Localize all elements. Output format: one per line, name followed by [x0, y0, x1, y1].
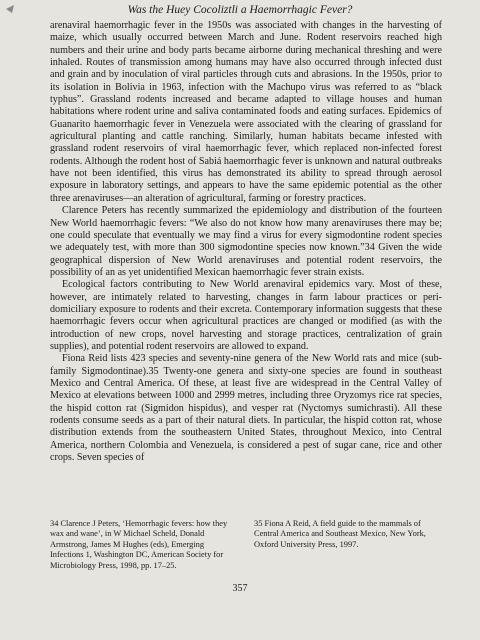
paragraph: Clarence Peters has recently summarized the epidemiology and distribution of the fourteen New World haemorrhagic fevers: “We also do not know how many arenaviruses there may be; one could speculate that eventually we may find a virus for every sigmodontine rodent species we adequately test, with more than 300 sigmodontine species now known.”34 Given the wide geographical dispersion of New World arenaviruses and potential rodent reservoirs, the possibility of an as yet unidentified Mexican haemorrhagic fever strain exists. [50, 205, 442, 278]
paragraph: Ecological factors contributing to New World arenaviral epidemics vary. Most of these, however, are intimately related to harvesting, changes in farm labour practices or peri-domiciliary exposure to rodents and their excreta. Contemporary information suggests that these haemorrhagic fevers occur when agricultural practices are changed or modified (as with the introduction of new crops, novel harvesting and storage practices, centralization of grain supplies), and potential rodent reservoirs are allowed to expand. [50, 279, 442, 352]
footnote: 34 Clarence J Peters, ‘Hemorrhagic fevers: how they wax and wane’, in W Michael Scheld, Donald Armstrong, James M Hughes (eds), Emerging Infections 1, Washington DC, American Society for Microbiology Press, 1998, pp. 17–25. [50, 519, 228, 570]
footnotes [50, 519, 442, 571]
body-text [50, 20, 442, 464]
running-head: Was the Huey Cocoliztli a Haemorrhagic Fever? [127, 4, 353, 16]
paragraph: arenaviral haemorrhagic fever in the 1950s was associated with changes in the harvesting of maize, which usually occurred between March and June. Rodent reservoirs reached high numbers and their urine and body parts became airborne during mechanical threshing and were inhaled. Routes of transmission among humans may have also occurred through infected dust and grain and by inoculation of viral particles through cuts and abrasions. In the 1950s, prior to its isolation in Bolivia in 1963, infection with the Machupo virus was referred to as “black typhus”. Grassland rodents increased and became adapted to village houses and human habitations where rodent urine and saliva contaminated foods and eating surfaces. Epidemics of Guanarito haemorrhagic fever in Venezuela were associated with the clearing of grassland for agricultural planting and cattle ranching. Similarly, human habitats became infested with grassland rodent reservoirs of viral haemorrhagic fever, which replaced non-infected forest rodents. Although the rodent host of Sabiá haemorrhagic fever is unknown and natural outbreaks have not been identified, this virus has demonstrated its ability to spread through aerosol exposure in laboratory settings, and appears to have the same epidemic potential as the other three arenaviruses—an alteration of agricultural, farming or forestry practices. [50, 20, 442, 204]
paragraph: Fiona Reid lists 423 species and seventy-nine genera of the New World rats and mice (sub-family Sigmodontinae).35 Twenty-one genera and sixty-one species are found in southeast Mexico and Central America. Of these, at least five are widespread in the Central Valley of Mexico at elevations between 1000 and 2999 metres, including three Oryzomys rice rat species, the hispid cotton rat (Sigmidon hispidus), and vesper rat (Nyctomys sumichrasti). All these rodents consume seeds as a part of their natural diets. In particular, the hispid cotton rat, whose distribution extends from the southeastern United States, throughout Mexico, into Central America, northern Colombia and Venezuela, is considered a pest of sugar cane, rice and other crops. Seven species of [50, 353, 442, 464]
page-number: 357 [232, 583, 248, 594]
footnote: 35 Fiona A Reid, A field guide to the mammals of Central America and Southeast Mexico, New York, Oxford University Press, 1997. [254, 519, 426, 549]
